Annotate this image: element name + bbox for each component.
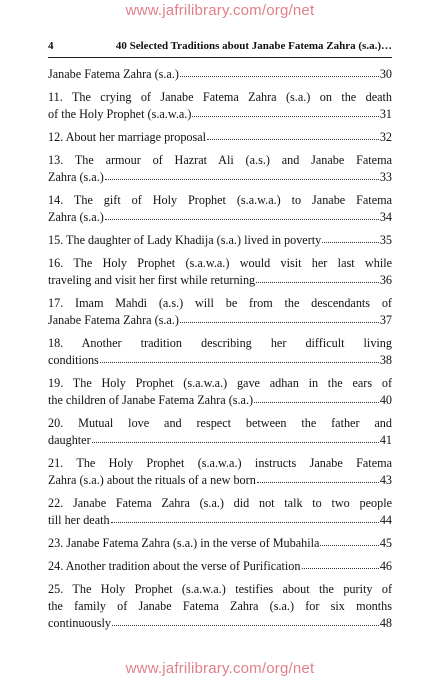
dot-leader (257, 471, 379, 483)
toc-page-number: 35 (379, 233, 392, 247)
toc-entry (48, 558, 392, 575)
toc-page-number: 45 (379, 536, 392, 550)
toc-page-number: 37 (379, 313, 392, 327)
toc-entry-text: the children of Janabe Fatema Zahra (s.a.) (48, 393, 254, 407)
dot-leader (105, 208, 379, 220)
toc-entry-text: 12. About her marriage proposal (48, 130, 207, 144)
toc-entry-last-line (48, 615, 392, 632)
watermark-bottom: www.jafrilibrary.com/org/net (125, 660, 315, 677)
toc-entry-line: 21. The Holy Prophet (s.a.w.a.) instructs Janabe Fatema (48, 456, 392, 470)
toc-entry-last-line (48, 392, 392, 409)
toc-page-number: 34 (379, 210, 392, 224)
dot-leader (105, 168, 379, 180)
toc-entry-line: 13. The armour of Hazrat Ali (a.s.) and Janabe Fatema (48, 153, 392, 167)
toc-entry-line: the family of Janabe Fatema Zahra (s.a.) for six months (48, 599, 392, 613)
toc-entry (48, 129, 392, 146)
toc-entry-last-line (48, 512, 392, 529)
toc-entry (48, 415, 392, 449)
toc-entry-text: daughter (48, 433, 91, 447)
dot-leader (180, 65, 379, 77)
toc-entry-last-line (48, 312, 392, 329)
toc-page-number: 44 (379, 513, 392, 527)
toc-page-number: 41 (379, 433, 392, 447)
toc-entry-text: 24. Another tradition about the verse of Purification (48, 559, 301, 573)
toc-entry (48, 335, 392, 369)
toc-entry (48, 581, 392, 632)
toc-page-number: 43 (379, 473, 392, 487)
toc-entry-last-line (48, 352, 392, 369)
toc-entry-last-line (48, 169, 392, 186)
dot-leader (111, 511, 379, 523)
toc-entry-last-line (48, 472, 392, 489)
toc-entry-text: Janabe Fatema Zahra (s.a.) (48, 313, 179, 327)
toc-entry-line: 25. The Holy Prophet (s.a.w.a.) testifies about the purity of (48, 582, 392, 596)
toc-entry-last-line (48, 66, 392, 83)
toc-entry-text: conditions (48, 353, 99, 367)
toc-entry-line: 19. The Holy Prophet (s.a.w.a.) gave adhan in the ears of (48, 376, 392, 390)
toc-entry-text: Janabe Fatema Zahra (s.a.) (48, 67, 179, 81)
dot-leader (254, 391, 379, 403)
toc-entry (48, 455, 392, 489)
toc-entry-text: Zahra (s.a.) (48, 170, 104, 184)
toc-page-number: 32 (379, 130, 392, 144)
toc-page-number: 38 (379, 353, 392, 367)
dot-leader (256, 271, 379, 283)
toc-entry (48, 495, 392, 529)
toc-entry (48, 255, 392, 289)
toc-page-number: 36 (379, 273, 392, 287)
toc-entry (48, 232, 392, 249)
dot-leader (180, 311, 379, 323)
toc-page-number: 40 (379, 393, 392, 407)
toc-entry-text: traveling and visit her first while returning (48, 273, 256, 287)
toc-entry-text: of the Holy Prophet (s.a.w.a.) (48, 107, 192, 121)
toc-entry (48, 152, 392, 186)
toc-entry-last-line (48, 432, 392, 449)
toc-entry-line: 11. The crying of Janabe Fatema Zahra (s.a.) on the death (48, 90, 392, 104)
toc-page-number: 46 (379, 559, 392, 573)
toc-page-number: 31 (379, 107, 392, 121)
toc-entry-text: Zahra (s.a.) about the rituals of a new born (48, 473, 256, 487)
watermark-top: www.jafrilibrary.com/org/net (125, 2, 315, 19)
toc-entry-line: 20. Mutual love and respect between the father and (48, 416, 392, 430)
dot-leader (207, 128, 379, 140)
toc-entry-line: 18. Another tradition describing her difficult living (48, 336, 392, 350)
toc-page-number: 48 (379, 616, 392, 630)
running-title: 40 Selected Traditions about Janabe Fatema Zahra (s.a.)… (115, 40, 392, 52)
toc-entry-line: 14. The gift of Holy Prophet (s.a.w.a.) to Janabe Fatema (48, 193, 392, 207)
dot-leader (192, 105, 378, 117)
toc-entry (48, 535, 392, 552)
toc-entry (48, 375, 392, 409)
toc-entry-line: 16. The Holy Prophet (s.a.w.a.) would visit her last while (48, 256, 392, 270)
toc-entry (48, 192, 392, 226)
toc-entry (48, 89, 392, 123)
toc-entry-last-line (48, 232, 392, 249)
toc-entry-last-line (48, 535, 392, 552)
toc-entry (48, 66, 392, 83)
toc-entry-text: till her death (48, 513, 110, 527)
toc-page-number: 30 (379, 67, 392, 81)
toc-entry-line: 17. Imam Mahdi (a.s.) will be from the descendants of (48, 296, 392, 310)
toc-entry-last-line (48, 272, 392, 289)
dot-leader (92, 431, 379, 443)
dot-leader (302, 557, 379, 569)
header-rule (48, 57, 392, 58)
toc-entry-last-line (48, 129, 392, 146)
dot-leader (112, 614, 379, 626)
page-number: 4 (48, 40, 54, 52)
dot-leader (100, 351, 379, 363)
toc-entry (48, 295, 392, 329)
page-header (48, 40, 392, 52)
toc-entry-last-line (48, 106, 392, 123)
toc-entry-text: continuously (48, 616, 111, 630)
table-of-contents (48, 66, 392, 638)
toc-entry-text: 15. The daughter of Lady Khadija (s.a.) lived in poverty (48, 233, 322, 247)
toc-entry-line: 22. Janabe Fatema Zahra (s.a.) did not talk to two people (48, 496, 392, 510)
dot-leader (320, 534, 378, 546)
toc-entry-last-line (48, 209, 392, 226)
toc-page-number: 33 (379, 170, 392, 184)
toc-entry-last-line (48, 558, 392, 575)
toc-entry-text: 23. Janabe Fatema Zahra (s.a.) in the verse of Mubahila (48, 536, 320, 550)
dot-leader (322, 231, 379, 243)
toc-entry-text: Zahra (s.a.) (48, 210, 104, 224)
